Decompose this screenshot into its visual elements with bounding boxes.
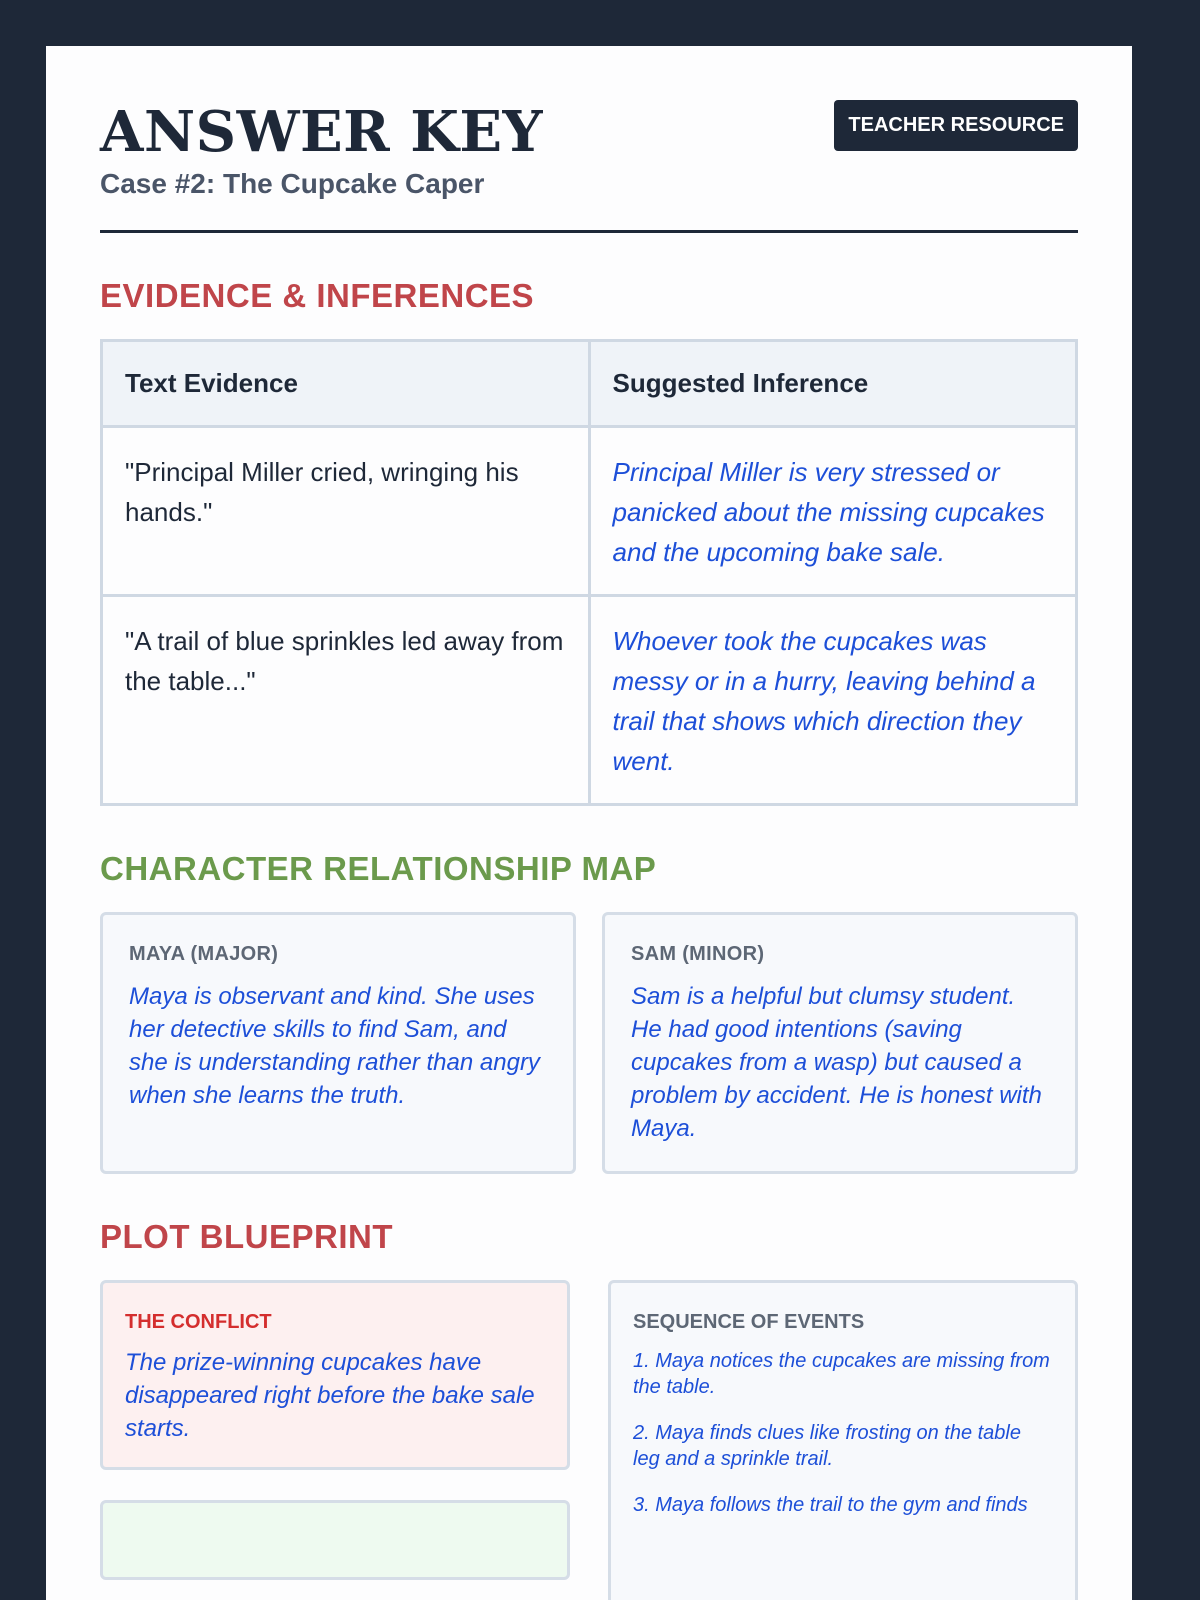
plot-heading: PLOT BLUEPRINT: [100, 1218, 393, 1255]
next-plot-box: [100, 1500, 570, 1580]
inference-cell: Principal Miller is very stressed or panicked about the missing cupcakes and the upcoming bake sale.: [589, 427, 1077, 596]
sequence-label: SEQUENCE OF EVENTS: [633, 1311, 865, 1333]
table-row: [102, 427, 1077, 596]
evidence-cell: "A trail of blue sprinkles led away from the table...": [102, 596, 590, 805]
list-item: 3. Maya follows the trail to the gym and finds: [633, 1494, 1028, 1516]
character-heading: CHARACTER RELATIONSHIP MAP: [100, 850, 657, 887]
list-item: 2. Maya finds clues like frosting on the table leg and a sprinkle trail.: [633, 1422, 1021, 1470]
column-header-evidence: Text Evidence: [102, 341, 590, 427]
page-header: [100, 100, 1078, 233]
conflict-text: The prize-winning cupcakes have disappeared right before the bake sale starts.: [125, 1349, 535, 1442]
character-card-sam: [602, 912, 1078, 1174]
character-cards: [100, 912, 1078, 1174]
plot-left-column: [100, 1280, 570, 1580]
conflict-label: THE CONFLICT: [125, 1311, 272, 1333]
teacher-resource-badge: TEACHER RESOURCE: [834, 100, 1078, 151]
evidence-table: [100, 339, 1078, 806]
column-header-inference: Suggested Inference: [589, 341, 1077, 427]
conflict-box: [100, 1280, 570, 1470]
character-label: SAM (MINOR): [631, 943, 765, 965]
character-description: Maya is observant and kind. She uses her detective skills to find Sam, and she is understanding rather than angry when she learns the truth.: [129, 983, 540, 1109]
title-block: [100, 100, 543, 200]
worksheet-page: [46, 46, 1132, 1600]
table-header-row: [102, 341, 1077, 427]
list-item: 1. Maya notices the cupcakes are missing from the table.: [633, 1350, 1050, 1398]
page-title: ANSWER KEY: [100, 99, 544, 165]
inference-cell: Whoever took the cupcakes was messy or in a hurry, leaving behind a trail that shows which direction they went.: [589, 596, 1077, 805]
evidence-heading: EVIDENCE & INFERENCES: [100, 277, 535, 314]
plot-blueprint: [100, 1280, 1078, 1600]
evidence-cell: "Principal Miller cried, wringing his hands.": [102, 427, 590, 596]
sequence-box: [608, 1280, 1078, 1600]
character-label: MAYA (MAJOR): [129, 943, 279, 965]
character-description: Sam is a helpful but clumsy student. He had good intentions (saving cupcakes from a wasp) but caused a problem by accident. He is honest with Maya.: [631, 983, 1042, 1142]
case-subtitle: Case #2: The Cupcake Caper: [100, 168, 485, 199]
character-card-maya: [100, 912, 576, 1174]
table-row: [102, 596, 1077, 805]
